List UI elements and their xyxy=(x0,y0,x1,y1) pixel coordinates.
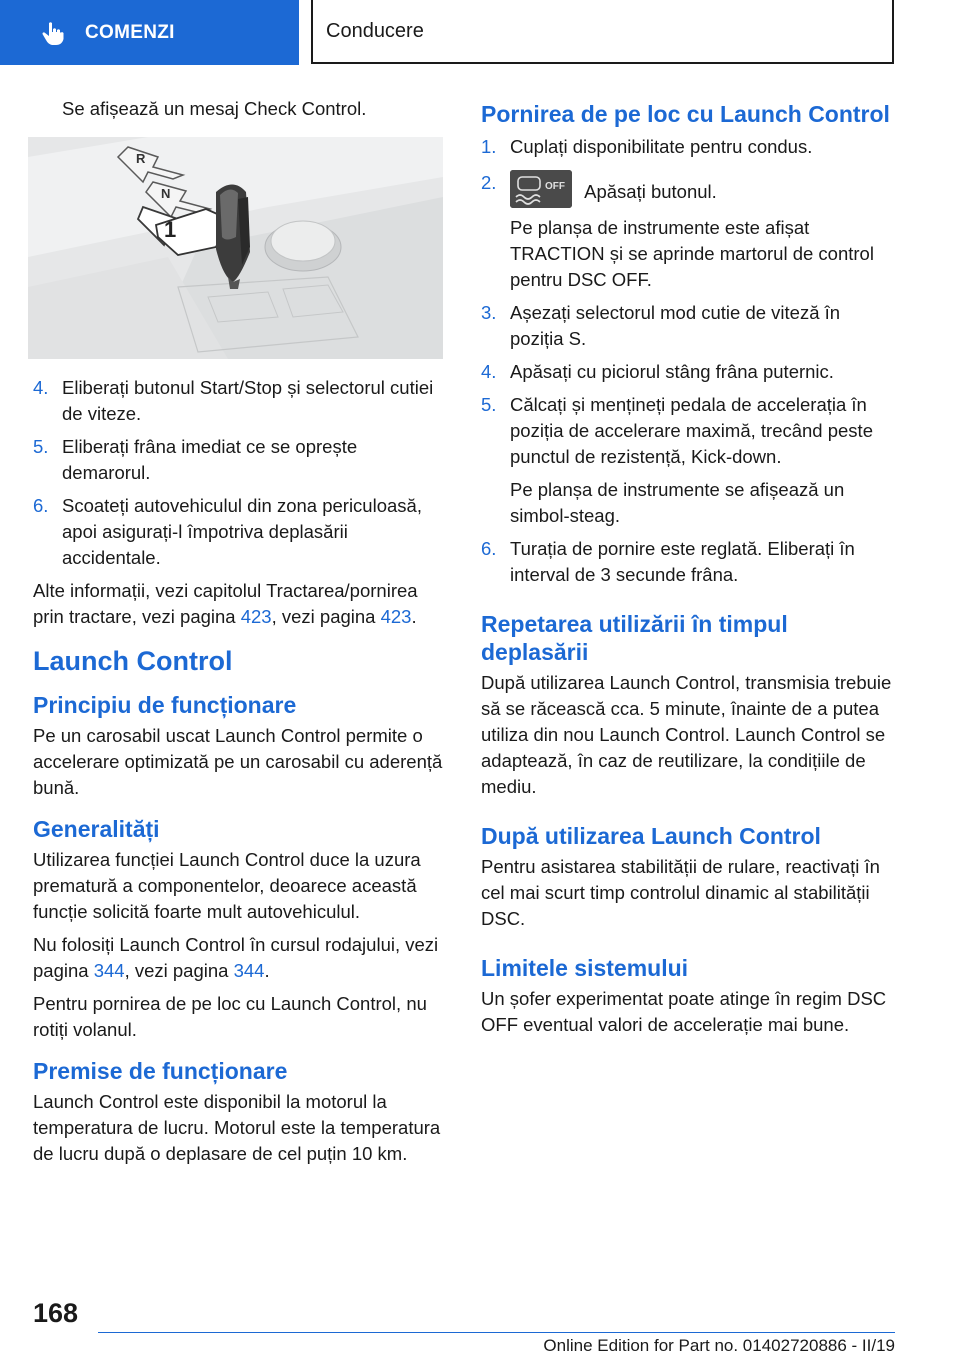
step-text: Apăsați butonul. xyxy=(580,181,717,202)
list-item xyxy=(33,375,447,427)
step-number: 5. xyxy=(481,394,497,415)
general-text-3: Pentru pornirea de pe loc cu Launch Control, nu rotiți volanul. xyxy=(33,993,427,1040)
list-item xyxy=(481,170,895,293)
step-number: 4. xyxy=(481,361,497,382)
step-number: 6. xyxy=(481,538,497,559)
limits-text: Un șofer experimentat poate atinge în regim DSC OFF eventual valori de accelerație mai bune. xyxy=(481,988,887,1035)
step-number: 4. xyxy=(33,377,49,398)
step-subtext: Pe planșa de instrumente se afișează un simbol-steag. xyxy=(510,479,845,526)
footer-edition: Online Edition for Part no. 01402720886 - II/19 xyxy=(543,1336,895,1355)
touch-hand-icon xyxy=(40,20,66,46)
right-column xyxy=(481,96,895,1038)
principle-heading: Principiu de funcționare xyxy=(33,692,297,718)
section-title: Conducere xyxy=(326,19,424,42)
chapter-title: Launch Control xyxy=(33,646,233,676)
dsc-off-button-icon xyxy=(510,170,572,208)
premise-heading: Premise de funcționare xyxy=(33,1058,288,1084)
more-info-text: , vezi pagina xyxy=(271,606,381,627)
left-column xyxy=(33,96,447,1167)
step-number: 1. xyxy=(481,136,497,157)
step-number: 2. xyxy=(481,172,497,193)
page-link-344[interactable]: 344 xyxy=(93,960,125,981)
page-link-423[interactable]: 423 xyxy=(380,606,412,627)
header-section-box xyxy=(311,0,894,64)
list-item xyxy=(481,536,895,588)
figure-callout-1: 1 xyxy=(164,217,177,242)
more-info-text: Alte informații, vezi capitolul Tractarea/pornirea prin tractare, vezi pagina xyxy=(33,580,418,627)
general-text: , vezi pagina xyxy=(124,960,234,981)
repeat-text: După utilizarea Launch Control, transmisia trebuie să se răcească cca. 5 minute, înainte de a putea utiliza din nou Launch Control. Launch Control se adaptează, în caz de reutilizare, la condițiile de mediu. xyxy=(481,672,892,797)
list-item xyxy=(481,359,895,385)
step-text: Așezați selectorul mod cutie de viteză în poziția S. xyxy=(510,302,841,349)
general-text: Nu folosiți Launch Control în cursul rodajului, vezi pagina xyxy=(33,934,439,981)
more-info-paragraph xyxy=(33,578,447,630)
general-text: . xyxy=(264,960,270,981)
step-number: 5. xyxy=(33,436,49,457)
gear-selector-illustration xyxy=(28,137,443,359)
list-item xyxy=(33,493,447,571)
step-number: 6. xyxy=(33,495,49,516)
list-item xyxy=(481,392,895,529)
step-subtext: Pe planșa de instrumente este afișat TRACTION și se aprinde martorul de control pentru DSC OFF. xyxy=(510,217,874,290)
step-text: Eliberați frâna imediat ce se oprește demarorul. xyxy=(62,436,358,483)
after-heading: După utilizarea Launch Control xyxy=(481,823,821,849)
page-link-344[interactable]: 344 xyxy=(233,960,265,981)
header-tab-comenzi[interactable] xyxy=(0,0,299,65)
intro-text: Se afișează un mesaj Check Control. xyxy=(62,98,367,119)
step-text: Călcați și mențineți pedala de accelerația în poziția de accelerare maximă, trecând peste punctul de rezistență, Kick-down. xyxy=(510,394,873,467)
shift-letter-n: N xyxy=(161,186,171,201)
page-number: 168 xyxy=(33,1298,79,1328)
shift-letter-r: R xyxy=(136,151,146,166)
dsc-off-label: OFF xyxy=(545,181,565,192)
footer-divider xyxy=(98,1332,895,1333)
more-info-text: . xyxy=(411,606,417,627)
principle-text: Pe un carosabil uscat Launch Control permite o accelerare optimizată pe un carosabil cu aderență bună. xyxy=(33,725,443,798)
limits-heading: Limitele sistemului xyxy=(481,955,689,981)
step-text: Apăsați cu piciorul stâng frâna puternic. xyxy=(510,361,834,382)
after-text: Pentru asistarea stabilității de rulare, reactivați în cel mai scurt timp controlul dinamic al stabilității DSC. xyxy=(481,856,880,929)
general-heading: Generalități xyxy=(33,816,160,842)
repeat-heading: Repetarea utilizării în timpul deplasării xyxy=(481,611,788,665)
list-item xyxy=(481,300,895,352)
step-text: Eliberați butonul Start/Stop și selectorul cutiei de viteze. xyxy=(62,377,434,424)
step-text: Scoateți autovehiculul din zona periculoasă, apoi asigurați-l împotriva deplasării accidentale. xyxy=(62,495,422,568)
step-number: 3. xyxy=(481,302,497,323)
gear-selector-drawing xyxy=(28,137,443,359)
left-steps-list xyxy=(33,375,447,571)
header-tab-label: COMENZI xyxy=(85,21,175,43)
step-text: Cuplați disponibilitate pentru condus. xyxy=(510,136,813,157)
page-link-423[interactable]: 423 xyxy=(240,606,272,627)
right-steps-list xyxy=(481,134,895,588)
general-text-1: Utilizarea funcției Launch Control duce la uzura prematură a componentelor, deoarece această funcție solicită foarte mult autovehiculul. xyxy=(33,849,421,922)
general-text-2 xyxy=(33,932,447,984)
list-item xyxy=(33,434,447,486)
list-item xyxy=(481,134,895,160)
step-text: Turația de pornire este reglată. Eliberați în interval de 3 secunde frâna. xyxy=(510,538,855,585)
premise-text: Launch Control este disponibil la motorul la temperatura de lucru. Motorul este la temperatura de lucru după o deplasare de cel puțin 10 km. xyxy=(33,1091,441,1164)
start-heading: Pornirea de pe loc cu Launch Control xyxy=(481,101,890,127)
